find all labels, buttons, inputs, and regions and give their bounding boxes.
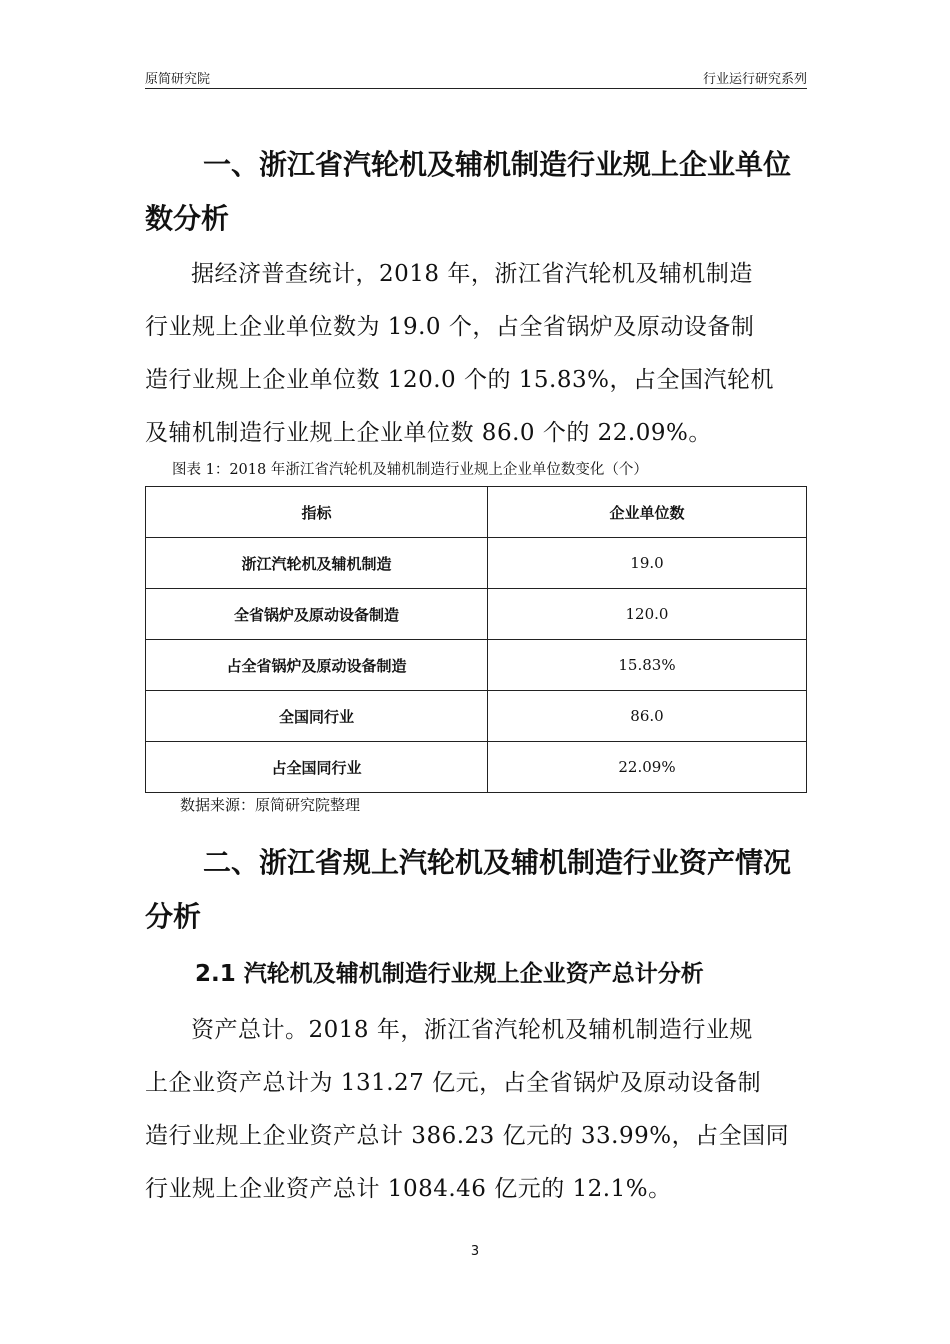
table-row [146,538,807,589]
section1-paragraph [145,248,807,460]
paragraph-line: 据经济普查统计，2018 年，浙江省汽轮机及辅机制造 [191,261,753,287]
paragraph-line: 资产总计。2018 年，浙江省汽轮机及辅机制造行业规 [191,1017,753,1043]
header-series-name: 行业运行研究系列 [702,72,807,87]
row-value: 22.09% [488,742,807,793]
section1-heading-line1: 一、浙江省汽轮机及辅机制造行业规上企业单位 [203,148,792,181]
table-row [146,640,807,691]
row-label: 占全国同行业 [146,742,488,793]
row-value: 86.0 [488,691,807,742]
section1-heading-line2: 数分析 [145,202,230,235]
enterprise-count-table [145,486,807,793]
table-row [146,589,807,640]
row-label: 全国同行业 [146,691,488,742]
paragraph-line: 造行业规上企业资产总计 386.23 亿元的 33.99%，占全国同 [145,1123,790,1149]
section2-heading-line2: 分析 [145,900,202,933]
paragraph-line: 及辅机制造行业规上企业单位数 86.0 个的 22.09%。 [145,420,712,446]
section2-heading-line1: 二、浙江省规上汽轮机及辅机制造行业资产情况 [203,846,792,879]
page-number: 3 [470,1244,480,1259]
paragraph-line: 上企业资产总计为 131.27 亿元，占全省锅炉及原动设备制 [145,1070,762,1096]
section2-paragraph [145,1004,807,1216]
paragraph-line: 造行业规上企业单位数 120.0 个的 15.83%，占全国汽轮机 [145,367,774,393]
row-value: 19.0 [488,538,807,589]
page-header [145,66,807,89]
column-header-count: 企业单位数 [488,487,807,538]
row-label: 浙江汽轮机及辅机制造 [146,538,488,589]
table-caption: 图表 1：2018 年浙江省汽轮机及辅机制造行业规上企业单位数变化（个） [172,462,648,478]
table-source-note: 数据来源：原简研究院整理 [180,796,361,814]
section2-heading [145,836,807,944]
row-value: 15.83% [488,640,807,691]
section1-heading [145,138,807,246]
subsection-heading: 2.1 汽轮机及辅机制造行业规上企业资产总计分析 [195,961,704,987]
paragraph-line: 行业规上企业资产总计 1084.46 亿元的 12.1%。 [145,1176,672,1202]
table-header-row [146,487,807,538]
row-label: 占全省锅炉及原动设备制造 [146,640,488,691]
row-value: 120.0 [488,589,807,640]
column-header-indicator: 指标 [146,487,488,538]
header-org-name: 原简研究院 [145,72,211,87]
paragraph-line: 行业规上企业单位数为 19.0 个，占全省锅炉及原动设备制 [145,314,755,340]
table-row [146,742,807,793]
table-row [146,691,807,742]
row-label: 全省锅炉及原动设备制造 [146,589,488,640]
